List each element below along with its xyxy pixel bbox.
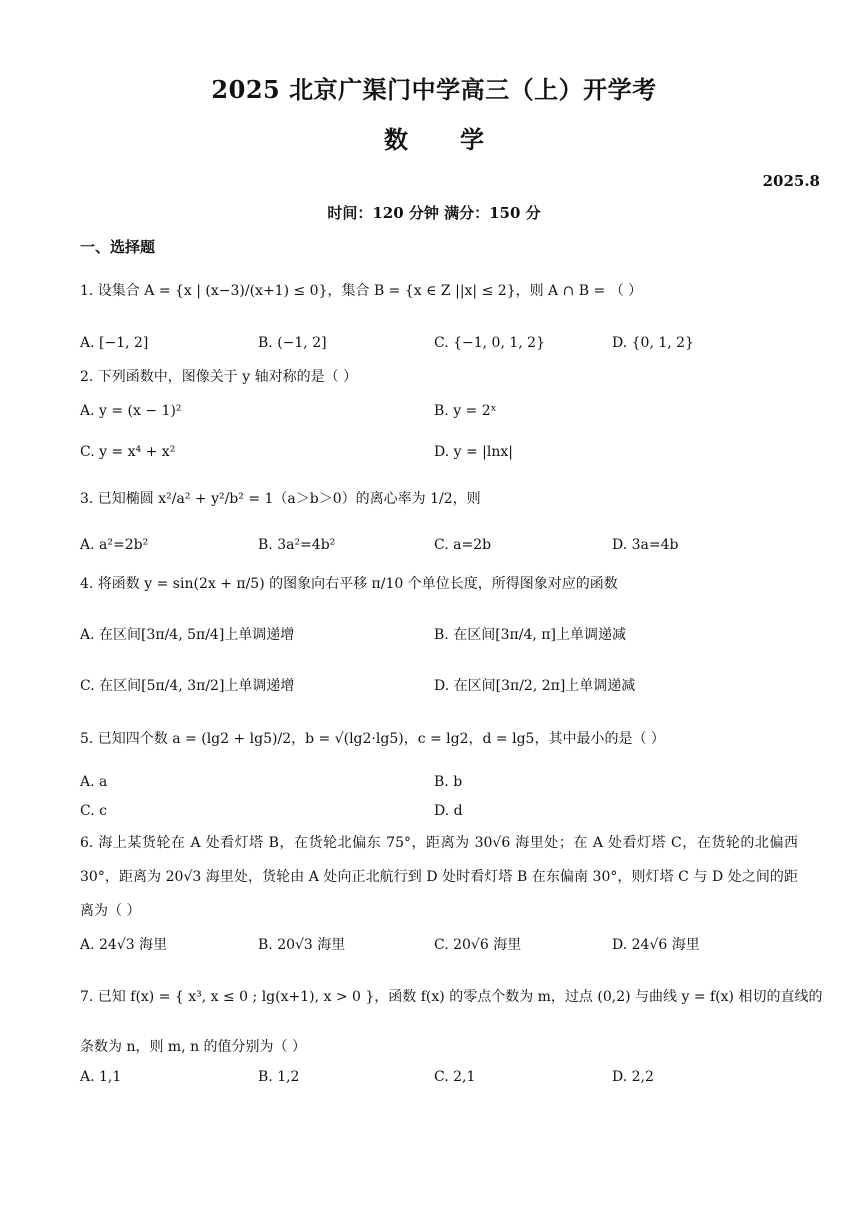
question-6-option-d: D. 24√6 海里 (612, 937, 700, 953)
question-4-option-d: D. 在区间[3π/2, 2π]上单调递减 (434, 678, 636, 694)
question-2-option-d: D. y = |lnx| (434, 444, 513, 460)
question-6-option-a: A. 24√3 海里 (80, 937, 168, 953)
question-6-option-c: C. 20√6 海里 (434, 937, 522, 953)
question-1-option-d: D. {0, 1, 2} (612, 335, 694, 351)
question-6-stem: 6. 海上某货轮在 A 处看灯塔 B，在货轮北偏东 75°，距离为 30√6 海里处；在 A 处看灯塔 C，在货轮的北偏西 30°，距离为 20√3 海里处，货轮由 A 处向正北航行到 D 处时看灯塔 B 在东偏南 30°，则灯塔 C 与 D 处之间的距离为（ ） (80, 835, 798, 919)
question-7-option-d: D. 2,2 (612, 1069, 654, 1085)
subject-title: 数学 (384, 125, 536, 154)
question-6-option-b: B. 20√3 海里 (258, 937, 346, 953)
section-title: 一、选择题 (80, 238, 156, 256)
question-1-option-b: B. (−1, 2] (258, 335, 327, 351)
question-3-option-a: A. a²=2b² (80, 537, 149, 553)
exam-title: 2025 北京广渠门中学高三（上）开学考 (211, 75, 657, 104)
question-7-stem-line-1: 7. 已知 f(x) = { x³, x ≤ 0 ; lg(x+1), x > 0 }，函数 f(x) 的零点个数为 m，过点 (0,2) 与曲线 y = f(x) 相切的直线的 (80, 989, 823, 1005)
question-2-stem: 2. 下列函数中，图像关于 y 轴对称的是（ ） (80, 369, 358, 385)
question-7-option-b: B. 1,2 (258, 1069, 300, 1085)
question-7-option-c: C. 2,1 (434, 1069, 476, 1085)
question-2-option-b: B. y = 2ˣ (434, 403, 497, 419)
question-5-option-c: C. c (80, 803, 107, 819)
question-3-option-d: D. 3a=4b (612, 537, 679, 553)
question-7-stem-line-2: 条数为 n，则 m, n 的值分别为（ ） (80, 1039, 307, 1055)
question-5-stem: 5. 已知四个数 a = (lg2 + lg5)/2，b = √(lg2·lg5)，c = lg2，d = lg5，其中最小的是（ ） (80, 731, 665, 747)
question-4-option-b: B. 在区间[3π/4, π]上单调递减 (434, 627, 626, 643)
question-5-option-d: D. d (434, 803, 463, 819)
exam-meta: 时间：120 分钟 满分：150 分 (327, 204, 541, 222)
question-3-stem: 3. 已知椭圆 x²/a² + y²/b² = 1（a＞b＞0）的离心率为 1/2，则 (80, 491, 481, 507)
question-3-option-b: B. 3a²=4b² (258, 537, 336, 553)
question-1-option-c: C. {−1, 0, 1, 2} (434, 335, 545, 351)
question-4-option-a: A. 在区间[3π/4, 5π/4]上单调递增 (80, 627, 295, 643)
question-3-option-c: C. a=2b (434, 537, 492, 553)
question-2-option-c: C. y = x⁴ + x² (80, 444, 176, 460)
question-1-option-a: A. [−1, 2] (80, 335, 149, 351)
question-1-stem: 1. 设集合 A = {x | (x−3)/(x+1) ≤ 0}，集合 B = {x ∈ Z ||x| ≤ 2}，则 A ∩ B = （ ） (80, 283, 643, 299)
question-4-stem: 4. 将函数 y = sin(2x + π/5) 的图象向右平移 π/10 个单位长度，所得图象对应的函数 (80, 576, 618, 592)
question-2-option-a: A. y = (x − 1)² (80, 403, 182, 419)
question-5-option-a: A. a (80, 774, 108, 790)
question-7-option-a: A. 1,1 (80, 1069, 122, 1085)
question-5-option-b: B. b (434, 774, 463, 790)
question-4-option-c: C. 在区间[5π/4, 3π/2]上单调递增 (80, 678, 295, 694)
exam-date: 2025.8 (762, 172, 820, 190)
